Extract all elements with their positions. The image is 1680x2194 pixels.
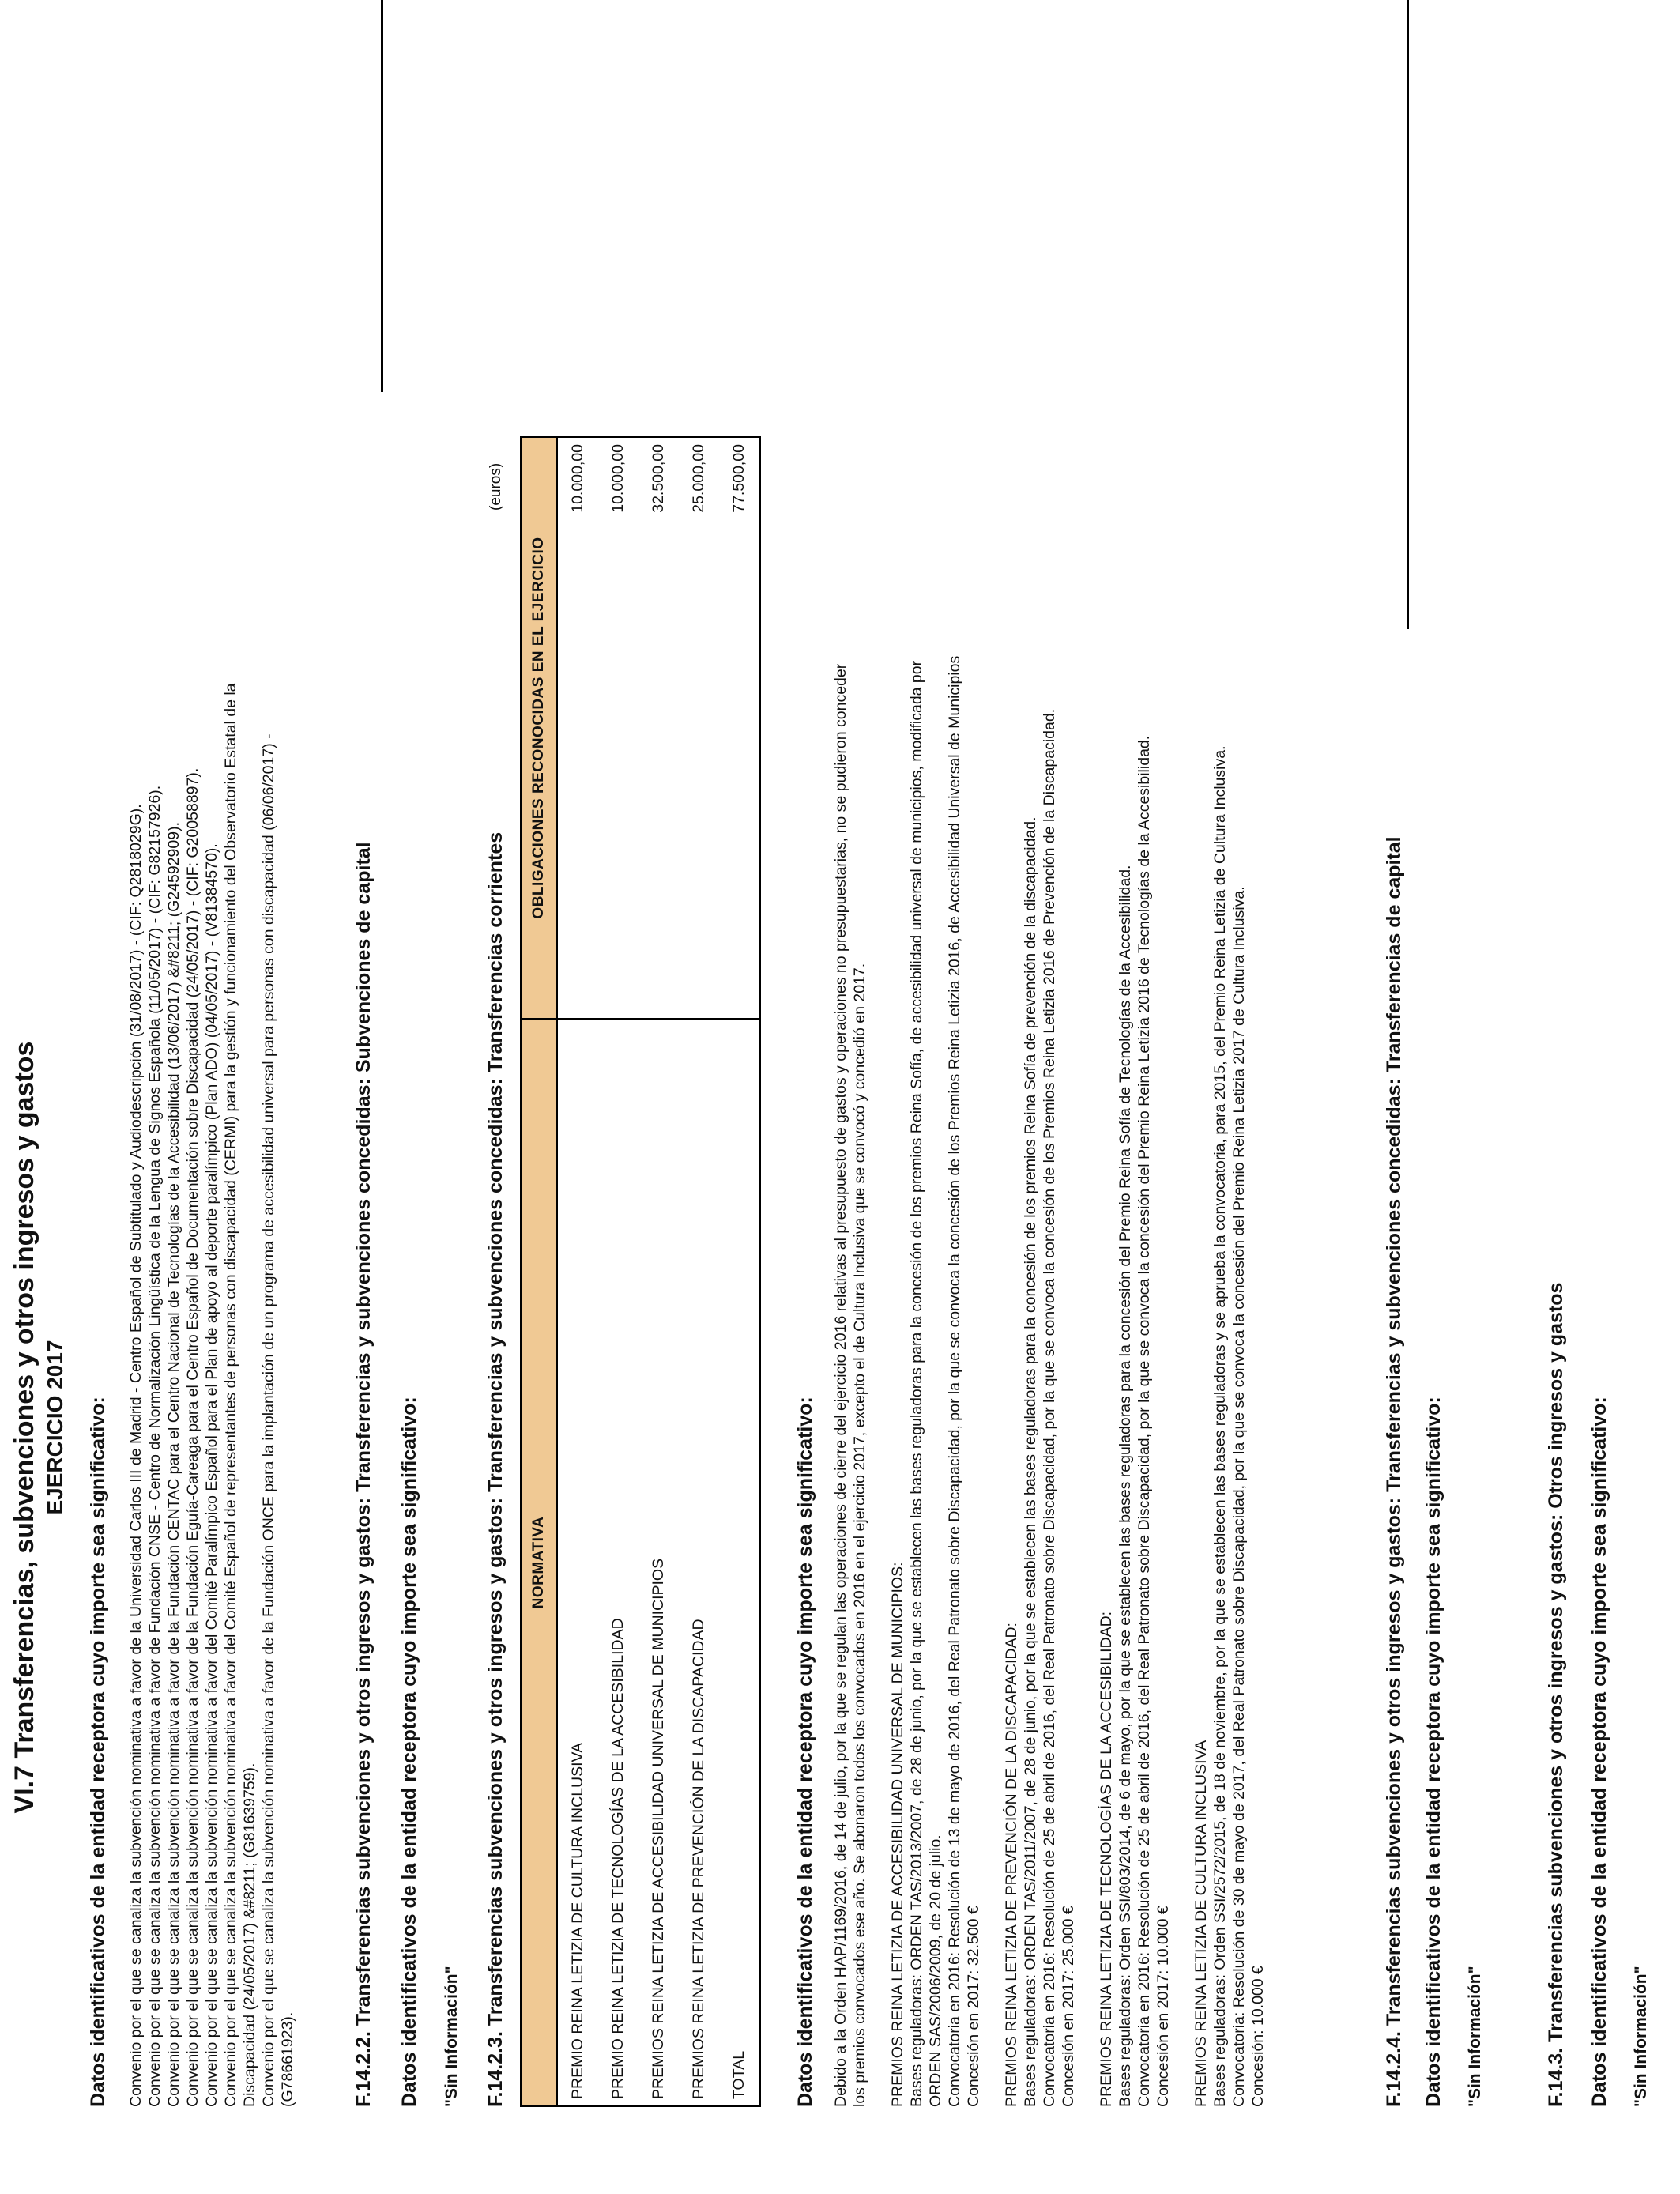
row-normativa: PREMIOS REINA LETIZIA DE PREVENCIÓN DE LA DISCAPACIDAD [679, 1019, 719, 2106]
paragraph-line: Bases reguladoras: ORDEN TAS/2013/2007, de 28 de junio, por la que se establecen las bases reguladoras para la concesión de los premios Reina Sofía, de accesibilidad universal de municipios, modificada por [908, 660, 925, 2107]
premio-paragraph [1192, 21, 1268, 2107]
convenio-line: Convenio por el que se canaliza la subvención nominativa a favor de Fundación CNSE - Centro de Normalización Lingüística de la Lengua de Signos Española (11/05/2017) - (CIF: G82157926). [146, 785, 164, 2107]
convenio-line: Discapacidad (24/05/2017) &#8211; (G81639759). [241, 1762, 258, 2107]
total-label: TOTAL [719, 1019, 760, 2106]
convenio-line: Convenio por el que se canaliza la subvención nominativa a favor de la Fundación ONCE para la implantación de un programa de accesibilidad universal para personas con discapacidad (06/06/2017) - [260, 733, 277, 2107]
units-label: (euros) [488, 462, 504, 511]
paragraph-line: PREMIOS REINA LETIZIA DE PREVENCIÓN DE LA DISCAPACIDAD: [1003, 1623, 1020, 2107]
table-total-row [719, 437, 760, 2106]
entidad-heading-1: Datos identificativos de la entidad receptora cuyo importe sea significativo: [87, 1397, 109, 2107]
entidad-heading-2: Datos identificativos de la entidad receptora cuyo importe sea significativo: [794, 1397, 816, 2107]
convenio-line: Convenio por el que se canaliza la subvención nominativa a favor de la Fundación CENTAC para el Centro Nacional de Tecnologías de la Accesibilidad (13/06/2017) &#8211; (G24592909). [165, 821, 183, 2107]
paragraph-line: Concesión: 10.000 € [1249, 1966, 1267, 2107]
convenio-line: (G78661923). [279, 2011, 296, 2107]
paragraph-line: Debido a la Orden HAP/1169/2016, de 14 de julio, por la que se regulan las operaciones de cierre del ejercicio 2016 relativas al presupuesto de gastos y operaciones no presupuestarias, no se pudieron conceder [832, 663, 849, 2107]
f-14-3-entidad-heading: Datos identificativos de la entidad receptora cuyo importe sea significativo: [1588, 1397, 1610, 2107]
row-normativa: PREMIO REINA LETIZIA DE CULTURA INCLUSIVA [557, 1019, 598, 2106]
f-14-2-4-heading: F.14.2.4. Transferencias subvenciones y otros ingresos y gastos: Transferencias y subvenciones concedidas: Transferencias de capital [1383, 836, 1405, 2107]
convenio-line: Convenio por el que se canaliza la subvención nominativa a favor de la Fundación Eguía-Careaga para el Centro Español de Documentación sobre Discapacidad (24/05/2017) - (CIF: G20058897). [184, 767, 202, 2107]
table-row [598, 437, 638, 2106]
f-14-2-3-heading: F.14.2.3. Transferencias subvenciones y otros ingresos y gastos: Transferencias y subvenciones concedidas: Transferencias corrientes [484, 831, 507, 2107]
table-header-row [521, 437, 557, 2106]
row-amount: 10.000,00 [598, 437, 638, 1019]
paragraph-line: Convocatoria en 2016: Resolución de 25 de abril de 2016, del Real Patronato sobre Discapacidad, por la que se convoca la concesión del Premio Reina Letizia 2016 de Tecnologías de la Accesibilidad. [1136, 735, 1153, 2107]
paragraph-line: Bases reguladoras: Orden SSI/2572/2015, de 18 de noviembre, por la que se establecen las bases reguladoras y se aprueba la convocatoria, para 2015, del Premio Reina Letizia de Cultura Inclusiva. [1211, 745, 1229, 2107]
convenio-line: Convenio por el que se canaliza la subvención nominativa a favor del Comité Paralímpico Español para el Plan de apoyo al deporte paralímpico (Plan ADO) (04/05/2017) - (V81384570). [203, 843, 220, 2107]
paragraph-line: PREMIOS REINA LETIZIA DE CULTURA INCLUSIVA [1192, 1740, 1210, 2107]
f-14-2-2-heading: F.14.2.2. Transferencias subvenciones y otros ingresos y gastos: Transferencias y subvenciones concedidas: Subvenciones de capital [352, 842, 375, 2107]
paragraph-line: ORDEN SAS/2006/2009, de 20 de julio. [927, 1834, 944, 2107]
paragraph-line: PREMIOS REINA LETIZIA DE ACCESIBILIDAD UNIVERSAL DE MUNICIPIOS: [889, 1562, 906, 2107]
paragraph-line: Convocatoria en 2016: Resolución de 25 de abril de 2016, del Real Patronato sobre Discapacidad, por la que se convoca la concesión de los Premios Reina Letizia 2016 de Prevención de la Discapacidad. [1041, 708, 1058, 2107]
f-14-2-2-entidad-heading: Datos identificativos de la entidad receptora cuyo importe sea significativo: [398, 1397, 420, 2107]
f-14-3-sin-informacion: "Sin Información" [1632, 1966, 1650, 2107]
header-obligaciones: OBLIGACIONES RECONOCIDAS EN EL EJERCICIO [521, 437, 557, 1019]
f-14-2-4-entidad-heading: Datos identificativos de la entidad receptora cuyo importe sea significativo: [1422, 1397, 1445, 2107]
paragraph-line: Concesión en 2017: 25.000 € [1060, 1906, 1077, 2107]
premio-paragraph [1097, 21, 1173, 2107]
subsidies-table [520, 436, 761, 2107]
row-normativa: PREMIOS REINA LETIZIA DE ACCESIBILIDAD UNIVERSAL DE MUNICIPIOS [638, 1019, 679, 2106]
premio-paragraph [831, 21, 869, 2107]
row-amount: 10.000,00 [557, 437, 598, 1019]
premio-paragraph [888, 21, 983, 2107]
page-title: VI.7 Transferencias, subvenciones y otros ingresos y gastos [9, 1041, 40, 1814]
paragraph-line: Convocatoria en 2016: Resolución de 13 de mayo de 2016, del Real Patronato sobre Discapacidad, por la que se convoca la concesión de los Premios Reina Letizia 2016, de Accesibilidad Universal de Municipios [946, 655, 963, 2107]
paragraph-line: Bases reguladoras: ORDEN TAS/2011/2007, de 28 de junio, por la que se establecen las bases reguladoras para la concesión de los premios Reina Sofía de prevención de la discapacidad. [1022, 816, 1039, 2107]
row-amount: 32.500,00 [638, 437, 679, 1019]
bottom-right-rule [1407, 0, 1409, 629]
paragraph-line: Convocatoria: Resolución de 30 de mayo de 2017, del Real Patronato sobre Discapacidad, por la que se convoca la concesión del Premio Reina Letizia 2017 de Cultura Inclusiva. [1230, 886, 1248, 2107]
paragraph-line: Bases reguladoras: Orden SSI/803/2014, de 6 de mayo, por la que se establecen las bases reguladoras para la concesión del Premio Reina Sofía de Tecnologías de la Accesibilidad. [1117, 865, 1134, 2107]
paragraph-line: los premios convocados ese año. Se abonaron todos los convocados en 2016 en el ejercicio 2017, excepto el de Cultura Inclusiva que se convocó y concedió en 2017. [851, 963, 868, 2107]
top-right-rule [381, 0, 383, 392]
f-14-2-4-sin-informacion: "Sin Información" [1466, 1966, 1484, 2107]
convenios-list [126, 683, 297, 2107]
premios-details [831, 21, 1286, 2107]
f-14-2-2-sin-informacion: "Sin Información" [443, 1966, 461, 2107]
f-14-3-heading: F.14.3. Transferencias subvenciones y otros ingresos y gastos: Otros ingresos y gastos [1545, 1282, 1567, 2107]
total-amount: 77.500,00 [719, 437, 760, 1019]
header-normativa: NORMATIVA [521, 1019, 557, 2106]
convenio-line: Convenio por el que se canaliza la subvención nominativa a favor de la Universidad Carlos III de Madrid - Centro Español de Subtitulado y Audiodescripción (31/08/2017) - (CIF: Q2818029G). [127, 804, 145, 2107]
paragraph-line: Concesión en 2017: 32.500 € [965, 1906, 982, 2107]
row-amount: 25.000,00 [679, 437, 719, 1019]
table-row [679, 437, 719, 2106]
paragraph-line: PREMIOS REINA LETIZIA DE TECNOLOGÍAS DE LA ACCESIBILIDAD: [1098, 1611, 1115, 2107]
table-row [557, 437, 598, 2106]
paragraph-line: Concesión en 2017: 10.000 € [1155, 1906, 1172, 2107]
page-subtitle: EJERCICIO 2017 [43, 1340, 67, 1515]
convenio-line: Convenio por el que se canaliza la subvención nominativa a favor del Comité Español de representantes de personas con discapacidad (CERMI) para la gestión y funcionamiento del Observatorio Estatal de la [222, 683, 239, 2107]
row-normativa: PREMIO REINA LETIZIA DE TECNOLOGÍAS DE LA ACCESIBILIDAD [598, 1019, 638, 2106]
premio-paragraph [1002, 21, 1078, 2107]
table-row [638, 437, 679, 2106]
